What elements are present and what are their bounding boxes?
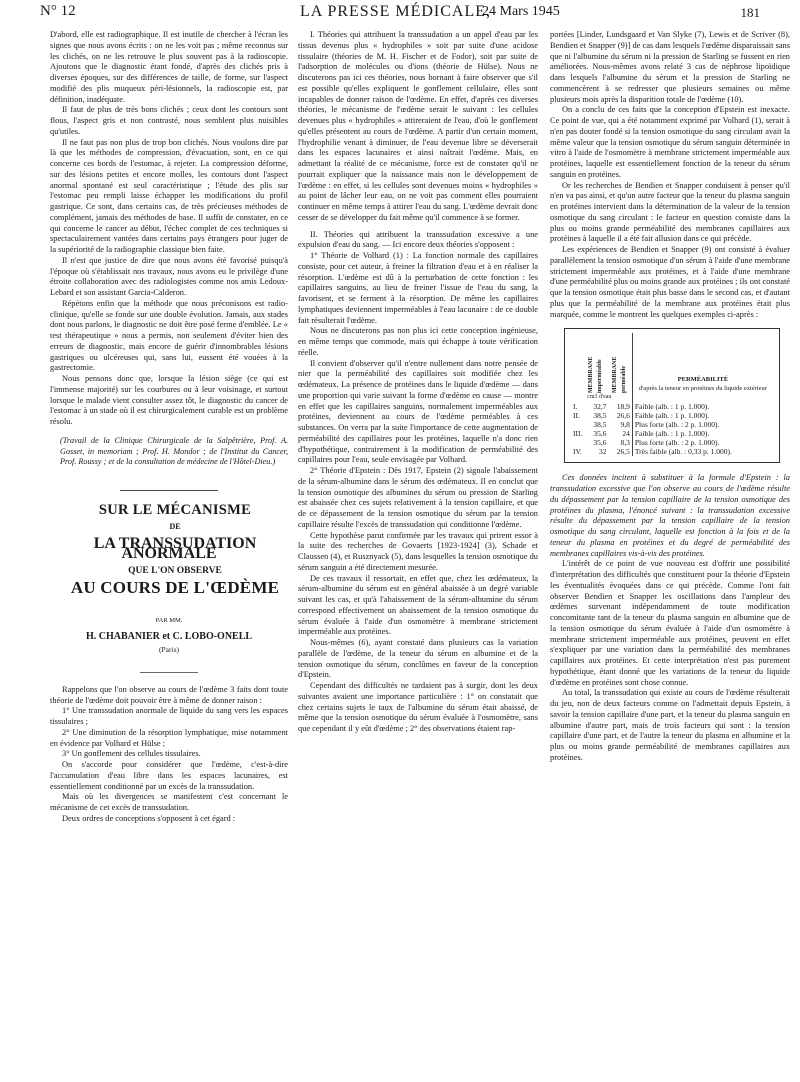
author-city: (Paris) — [159, 645, 179, 654]
table-row — [571, 402, 773, 411]
article-title-line-5: AU COURS DE L'ŒDÈME — [70, 577, 280, 597]
column-header: MEMBRANE perméable — [611, 356, 627, 394]
authors: H. CHABANIER et C. LOBO-ONELL — [85, 631, 253, 643]
paragraph: portées [Linder, Lundsgaard et Van Slyke (7), Lewis et de Scriver (8), Bendien et Snapper (9)] de cas dans lesquels l'œdème disparaissait sans que ni l'albumine du sérum ni la pression de Starling se fussent en rien améliorées. Nous-mêmes avons relaté 3 cas de néphrose lipoïdique dans lesquels l'albumine du sérum et la pression de Starling ne commencèrent à se redresser que plusieurs semaines ou même plusieurs mois après la disparition totale de l'œdème (10). — [550, 30, 790, 104]
permeability-text: Plus forte (alb. : 2 p. 1.000). — [632, 438, 773, 447]
row-label: II. — [573, 411, 580, 421]
paragraph: I. Théories qui attribuent la transsudation a un appel d'eau par les tissus devenus plus « hydrophiles » soit par suite d'une acidose tissulaire (théories de M. H. Fischer et de Fodor), soit par suite de l'adsorption de molécules ou d'ions (théorie de Hülse). Nous ne discuterons pas ici ces théories, nous bornant à faire observer que s'il est possible qu'elles expliquent le gonflement cellulaire, elles sont incapables de donner raison de l'œdème. En effet, d'après ces diverses théories, le mécanisme de l'œdème serait le suivant : les cellules devenues plus « hydrophiles » attireraient de l'eau, d'où le gonflement qu'elles présentent au cours de l'œdème. A partir d'un certain moment, l'hydrophilie venant à diminuer, de l'eau devenue libre se déverserait dans les espaces lacunaires et ainsi naîtrait l'œdème. Mais, en admettant la réalité de ce mécanisme, force est de constater qu'il ne pourrait expliquer que la naissance mais non le développement de l'œdème : en effet, si les cellules sont devenues moins « hydrophiles » au point de lâcher leur eau, on ne voit pas comment elles pourraient continuer en même temps à attirer l'eau du sang. L'œdème devrait donc cesser de se développer du fait même qu'il commence à se former. — [298, 30, 538, 222]
paragraph: Ces données incitent à substituer à la formule d'Epstein : la transsudation excessive que l'on observe au cours de l'œdème résulte du dépassement par la tension capillaire de la tension osmotique des protéines du plasma, l'énoncé suivant : la transsudation excessive résulte du dépassement par la tension capillaire de la tension osmotique du sang circulant, laquelle est fonction à la fois et de la teneur du plasma en protéines et du degré de perméabilité des membranes capillaires vis-à-vis des protéines. — [550, 473, 790, 558]
permeability-text: Faible (alb. : 1 p. 1.000). — [632, 402, 773, 411]
paragraph: 2° Une diminution de la résorption lymphatique, mise notamment en évidence par Volhard et Hülse ; — [50, 727, 288, 748]
row-label: IV. — [573, 447, 582, 457]
article-title-line-3: LA TRANSSUDATION ANORMALE — [93, 534, 257, 563]
value-impermeable: 35,6 — [593, 438, 607, 448]
paragraph: Il ne faut pas non plus de trop bon clichés. Nous voulons dire par là que les méthodes de compression, d'évacuation, sont, en ce qui concerne ces bords de l'estomac, à rejeter. La compression déforme, sur des lésions petites et encore molles, les contours dont l'aspect anormal spontané est seul caractéristique ; l'étude des plis sur l'estomac peu rempli laisse échapper les modifications du profil gastrique. Ce sont, dans certains cas, de très précieuses méthodes de complément, jamais des méthodes de base. Il suffit de constater, en ce qui concerne le cancer au début, l'échec complet de ces techniques si spectaculairement vantées dans certains pays étrangers pour juger de la supériorité de la radiographie classique bien faite. — [50, 137, 288, 254]
paragraph: On s'accorde pour considérer que l'œdème, c'est-à-dire l'accumulation d'eau libre dans les espaces lacunaires, est essentiellement conditionné par un excès de la transsudation. — [50, 760, 288, 791]
paragraph: On a conclu de ces faits que la conception d'Epstein est inexacte. Ce point de vue, qui a été notamment exprimé par Volhard (1), serait à n'en pas douter fondé si la tension osmotique du sang circulant avait la même valeur que la tension osmotique du sérum sanguin déterminée in vitro à l'aide de l'osmomètre à membrane strictement imperméable aux protéines, laquelle est essentiellement fonction de la teneur du sérum sanguin en protéines. — [550, 105, 790, 179]
paragraph: Répétons enfin que la méthode que nous préconisons est radio-clinique, qu'elle se fonde sur une double évolution. Jamais, aux stades dont nous parlons, le diagnostic ne doit être posé ferme d'emblée. Le « test thérapeutique » nous a permis, non seulement d'éviter bien des erreurs de diagnostic, mais encore de guérir d'innombrables lésions gastriques ou ulcéreuses qui, sans lui, eussent été vouées à la gastrectomie. — [50, 298, 288, 373]
value-permeable: 26,6 — [616, 411, 630, 421]
paragraph: Mais où les divergences se manifestent c'est concernant le mécanisme de cet excès de transsudation. — [50, 792, 288, 812]
permeability-table — [564, 328, 780, 463]
table-row — [571, 411, 773, 420]
row-label: I. — [573, 402, 578, 412]
value-impermeable: 35,6 — [593, 429, 607, 439]
paragraph: Cette hypothèse parut confirmée par les travaux qui prirent essor à la suite des recherches de Govaerts [1923-1924] (3), Schade et Claussen (4), et Rusznyack (5), dans lesquelles la tension osmotique du sérum sanguin a été directement mesurée. — [298, 530, 538, 572]
article-title-line-4: QUE L'ON OBSERVE — [128, 566, 222, 576]
paragraph: De ces travaux il ressortait, en effet que, chez les œdémateux, la sérum-albumine du sérum est en général abaissée à un degré variable suivant les cas, et qu'à l'abaissement de la sérum-albumine du sérum correspond effectivement un abaissement de la tension osmotique du sérum évaluée à l'aide d'un osmomètre à membrane strictement imperméable aux protéines. — [298, 573, 538, 637]
issue-number: N° 12 — [40, 3, 76, 19]
article-title-line-1: SUR LE MÉCANISME — [98, 502, 252, 518]
column-2 — [298, 30, 538, 735]
paragraph: Au total, la transsudation qui existe au cours de l'œdème résulterait du jeu, non de deux facteurs comme on l'admettait depuis Epstein, à savoir la tension capillaire d'une part, et la teneur du plasma sanguin en albumine d'autre part, mais de trois facteurs qui sont : la tension capillaire d'une part, et de l'autre la teneur du plasma en albumine et la plus ou moins grande perméabilité de membranes capillaires aux protéines. — [550, 688, 790, 762]
paragraph: Nous-mêmes (6), ayant constaté dans plusieurs cas la variation parallèle de l'œdème, de la teneur du sérum en albumine et de la tension osmotique du sérum, conclûmes en faveur de la conception d'Epstein. — [298, 638, 538, 680]
column-header: MEMBRANE imperméable — [588, 356, 604, 394]
article-title-line-2: DE — [169, 521, 181, 531]
column-1 — [50, 30, 288, 825]
journal-title: LA PRESSE MÉDICALE, — [300, 3, 492, 20]
page-header — [40, 3, 760, 25]
paragraph: Nous ne discuterons pas non plus ici cette conception ingénieuse, en même temps que commode, mais qui échappe à toute vérification réelle. — [298, 326, 538, 357]
paragraph: L'intérêt de ce point de vue nouveau est d'offrir une possibilité d'interprétation des difficultés que constituent pour la théorie d'Epstein les éventualités évoquées dans ce qui précède. Comme l'ont fait observer Bendien et Snapper les oscillations dans l'ampleur des œdèmes survenant indépendamment de toute modification concomitante tant de la teneur du plasma sanguin en albumine que de la tension osmotique du sérum évaluée à l'aide d'un osmomètre à membrane strictement imperméable aux protéines, peuvent en effet s'expliquer par une variation dans la perméabilité des membranes capillaires aux protéines. Et cette interprétation n'est pas purement hypothétique, étant donné que les variations de la teneur du liquide d'œdème en protéines sont chose connue. — [550, 559, 790, 687]
value-impermeable: 38,5 — [593, 411, 607, 421]
article-title-block — [50, 490, 288, 673]
paragraph: Deux ordres de conceptions s'opposent à cet égard : — [62, 813, 236, 823]
paragraph: Les expériences de Bendien et Snapper (9) ont consisté à évaluer parallèlement la tension osmotique d'un sérum à l'aide d'une membrane strictement imperméable aux protéines, et à l'aide d'une membrane d'une perméabilité plus ou moins grande aux protéines ; ils ont constaté que la tension osmotique était plus basse dans le second cas, et d'autant plus que la perméabilité de la membrane aux protéines était plus marquée, comme le montrent les quelques exemples ci-après : — [550, 245, 790, 319]
table-row — [571, 420, 773, 429]
value-permeable: 9,8 — [620, 420, 630, 430]
value-impermeable: 32 — [599, 447, 607, 457]
paragraph: Or les recherches de Bendien et Snapper conduisent à penser qu'il n'en va pas ainsi, et qu'un autre facteur que la teneur du plasma sanguin en protéines intervient dans la détermination de la valeur de la tension osmotique du sang circulant : le facteur en question consiste dans la plus ou moins grande perméabilité des membranes capillaires aux protéines à laquelle il a été fait allusion dans ce qui précède. — [550, 180, 790, 244]
permeability-text: Très faible (alb. : 0,33 p. 1.000). — [632, 447, 773, 456]
value-impermeable: 38,5 — [593, 420, 607, 430]
value-permeable: 24 — [622, 429, 630, 439]
paragraph: Cependant des difficultés ne tardaient pas à surgir, dont les deux suivantes avaient une importance particulière : 1° on constatait que chez certains sujets le taux de l'albumine du sérum était abaissé, de même que la tension osmotique du sérum évaluée à l'osmomètre, sans que cependant il y eût d'œdème ; 2° des observations étaient rap- — [298, 681, 538, 733]
paragraph: D'abord, elle est radiographique. Il est inutile de chercher à l'écran les signes que nous avons écrits : on ne les voit pas ; même reconnus sur les clichés, on ne les retrouve le plus souvent pas à la radioscopie. Ajoutons que le diagnostic étant fondé, d'après des clichés pris à diverses époques, sur des différences de taille, de forme, sur l'aspect modifié des plis muqueux péri-lésionnels, la radioscopie est, par définition, inadéquate. — [50, 30, 288, 104]
table-row — [571, 429, 773, 438]
column-header: PERMÉABILITÉ — [677, 376, 729, 384]
paragraph: 2° Théorie d'Epstein : Dès 1917, Epstein (2) signale l'abaissement de la sérum-albumine dans le sérum des œdémateux. Il en conclut que la tension osmotique des albumines du sérum ou pression de Starling est abaissée chez ces sujets relativement à la tension capillaire, et que de ce dépassement de la tension osmotique du sérum par la tension capillaire résulte l'excès de transsudation qui conditionne l'œdème. — [298, 466, 538, 529]
column-subheader: d'après la teneur en protéines du liquide extérieur — [638, 385, 767, 393]
permeability-text: Faible (alb. : 1 p. 1.000). — [632, 411, 773, 420]
value-permeable: 26,5 — [616, 447, 630, 457]
page-number: 181 — [740, 5, 760, 20]
table-row — [571, 438, 773, 447]
paragraph: Il faut de plus de très bons clichés ; ceux dont les contours sont flous, l'aspect gris et non contrasté, nous semblent plus nuisibles qu'utiles. — [50, 105, 288, 136]
credit-note: (Travail de la Clinique Chirurgicale de la Salpêtrière, Prof. A. Gosset, in memoriam ; Prof. H. Mondor ; de l'Institut du Cancer, Prof. Roussy ; et de la consultation de médecine de l'Hôtel-Dieu.) — [60, 435, 288, 467]
byline-prefix: PAR MM. — [155, 616, 183, 624]
issue-date: 24 Mars 1945 — [482, 4, 560, 19]
paragraph: 1° Une transsudation anormale de liquide du sang vers les espaces tissulaires ; — [50, 706, 288, 726]
paragraph: Rappelons que l'on observe au cours de l'œdème 3 faits dont toute théorie de l'œdème doit pouvoir être à même de donner raison : — [50, 684, 288, 705]
divider — [140, 672, 198, 673]
paragraph: Nous pensons donc que, lorsque la lésion siège (ce qui est l'immense majorité) sur les courbures ou à leur voisinage, et surtout lorsque le malade vient consulter assez tôt, le diagnostic du cancer de l'estomac à un stade où il est chirurgicalement curable est un problème résolu. — [50, 374, 288, 426]
row-label: III. — [573, 429, 583, 439]
row-label — [571, 438, 585, 447]
unit-label: cm3 d'eau — [587, 394, 612, 401]
value-permeable: 8,3 — [620, 438, 630, 448]
value-permeable: 18,9 — [616, 402, 630, 412]
paragraph: 3° Un gonflement des cellules tissulaires. — [62, 749, 201, 759]
paragraph: Il n'est que justice de dire que nous avons été favorisé puisqu'à l'époque où s'établissait nos travaux, nous avons eu le privilège d'une étroite collaboration avec des radiologistes comme nos amis Ledoux-Lebard et son assistant Garcia-Calderon. — [50, 255, 288, 297]
permeability-text: Plus forte (alb. : 2 p. 1.000). — [632, 420, 773, 429]
value-impermeable: 32,7 — [593, 402, 607, 412]
paragraph: II. Théories qui attribuent la transsudation excessive a une expulsion d'eau du sang. — Ici encore deux théories s'opposent : — [298, 229, 538, 250]
divider — [120, 490, 218, 491]
row-label — [571, 420, 585, 429]
column-3 — [550, 30, 790, 764]
permeability-text: Faible (alb. : 1 p. 1.000). — [632, 429, 773, 438]
table-row — [571, 447, 773, 456]
paragraph: Il convient d'observer qu'il n'entre nullement dans notre pensée de nier que la perméabilité des capillaires soit modifiée chez les œdémateux. La présence de protéines dans le liquide d'œdème — dans une proportion qui varie suivant la forme d'œdème en cause — montre en effet que les capillaires sanguins, normalement imperméables aux protéines, deviennent au cours de l'œdème perméables à ces substances. On verra par la suite l'importance de cette augmentation de perméabilité des capillaires pour les protéines, laquelle n'a donc rien d'hypothétique, contrairement à la modification de perméabilité des capillaires pour l'eau, seule envisagée par Volhard. — [298, 358, 538, 465]
paragraph: 1° Théorie de Volhard (1) : La fonction normale des capillaires consiste, pour cet auteur, à freiner la filtration d'eau et à en réaliser la résorption. L'œdème est dû à la perturbation de cette fonction : les capillaires sanguins, au lieu de freiner l'issue de l'eau du sang, la favorisent, et se ferment à la résorption. De même les capillaires lymphatiques deviennent imperméables à l'eau lacunaire : de ce double fait résulterait l'œdème. — [298, 251, 538, 325]
